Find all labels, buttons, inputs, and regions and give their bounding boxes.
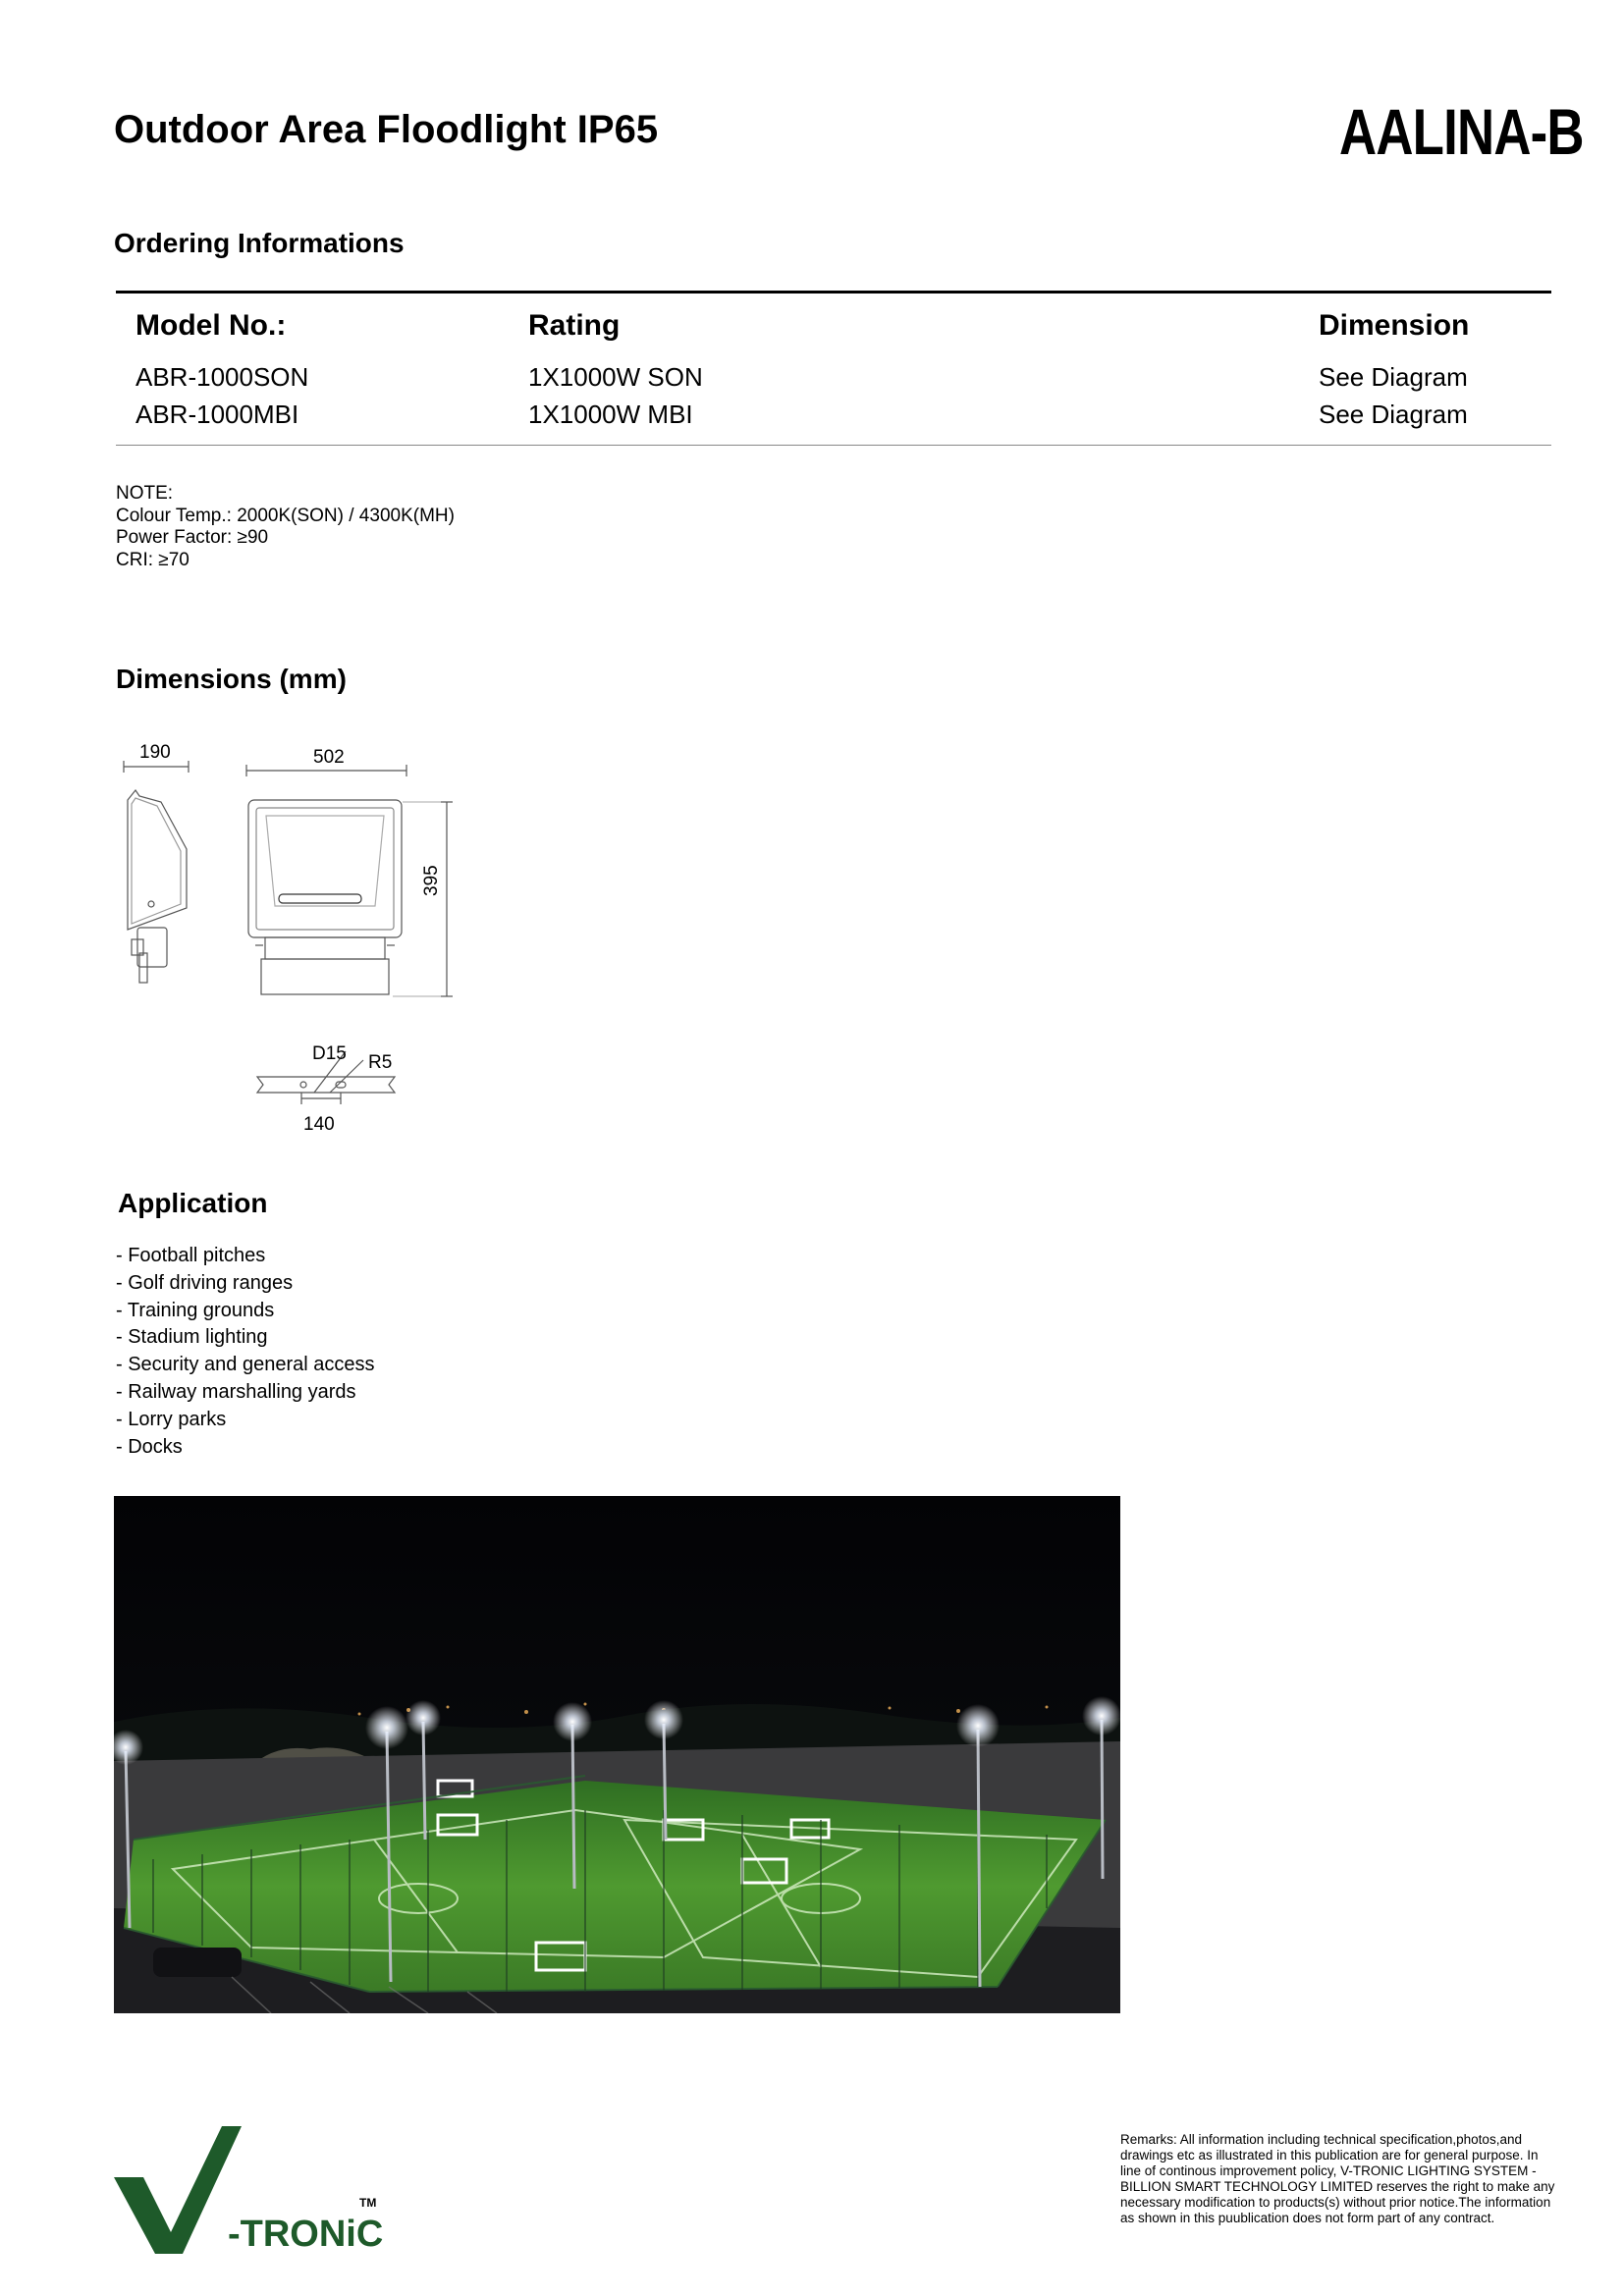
list-item: - Lorry parks (116, 1408, 227, 1430)
application-list (116, 1243, 374, 1461)
application-photo (114, 1496, 1120, 2013)
column-header-dimension: Dimension (1319, 309, 1470, 342)
checkmark-icon (114, 2126, 242, 2254)
remarks-text: Remarks: All information including technical specification,photos,and drawings etc as illustrated in this publication are for general purpose. In line of continous improvement policy, V-TRONIC LIGHTING SYSTEM - BILLION SMART TECHNOLOGY LIMITED reserves the right to make any necessary modification to products(s) without prior notice.The information as shown in this puublication does not form part of any contract. (1120, 2132, 1555, 2225)
note-label: NOTE: (116, 483, 174, 504)
rating-cell: 1X1000W SON (528, 362, 703, 392)
application-heading: Application (118, 1188, 268, 1218)
logo-wordmark: -TRONiC (228, 2214, 384, 2254)
model-cell: ABR-1000MBI (135, 400, 299, 429)
table-row (116, 400, 1551, 437)
note-line: Colour Temp.: 2000K(SON) / 4300K(MH) (116, 505, 455, 526)
model-cell: ABR-1000SON (135, 362, 309, 392)
v-tronic-logo (114, 2126, 395, 2254)
column-header-rating: Rating (528, 309, 621, 342)
dimension-cell: See Diagram (1319, 362, 1468, 392)
height-label: 395 (421, 865, 442, 896)
dimension-cell: See Diagram (1319, 400, 1468, 429)
list-item: - Training grounds (116, 1299, 275, 1321)
rating-cell: 1X1000W MBI (528, 400, 693, 429)
list-item: - Railway marshalling yards (116, 1380, 356, 1403)
bracket-spacing-label: 140 (303, 1114, 335, 1135)
document-title: Outdoor Area Floodlight IP65 (114, 108, 659, 151)
table-row (116, 362, 1551, 400)
dimension-drawing (118, 731, 457, 1144)
side-view-drawing (124, 761, 189, 983)
list-item: - Golf driving ranges (116, 1271, 294, 1294)
trademark-symbol: TM (359, 2196, 377, 2210)
side-width-label: 190 (139, 742, 171, 763)
list-item: - Football pitches (116, 1245, 266, 1266)
radius-label: R5 (368, 1052, 393, 1073)
list-item: - Stadium lighting (116, 1326, 268, 1349)
list-item: - Security and general access (116, 1354, 375, 1376)
product-name: AALINA-B (1339, 95, 1584, 168)
ordering-table (116, 291, 1551, 446)
note-line: Power Factor: ≥90 (116, 527, 269, 548)
note-block (116, 483, 455, 571)
front-width-label: 502 (313, 747, 345, 768)
list-item: - Docks (116, 1435, 183, 1458)
dimensions-heading: Dimensions (mm) (116, 664, 347, 694)
ordering-heading: Ordering Informations (114, 228, 405, 258)
table-header-row (116, 294, 1551, 348)
note-line: CRI: ≥70 (116, 549, 189, 570)
hole-diameter-label: D15 (312, 1043, 347, 1064)
column-header-model: Model No.: (135, 309, 287, 342)
table-bottom-rule (116, 445, 1551, 446)
